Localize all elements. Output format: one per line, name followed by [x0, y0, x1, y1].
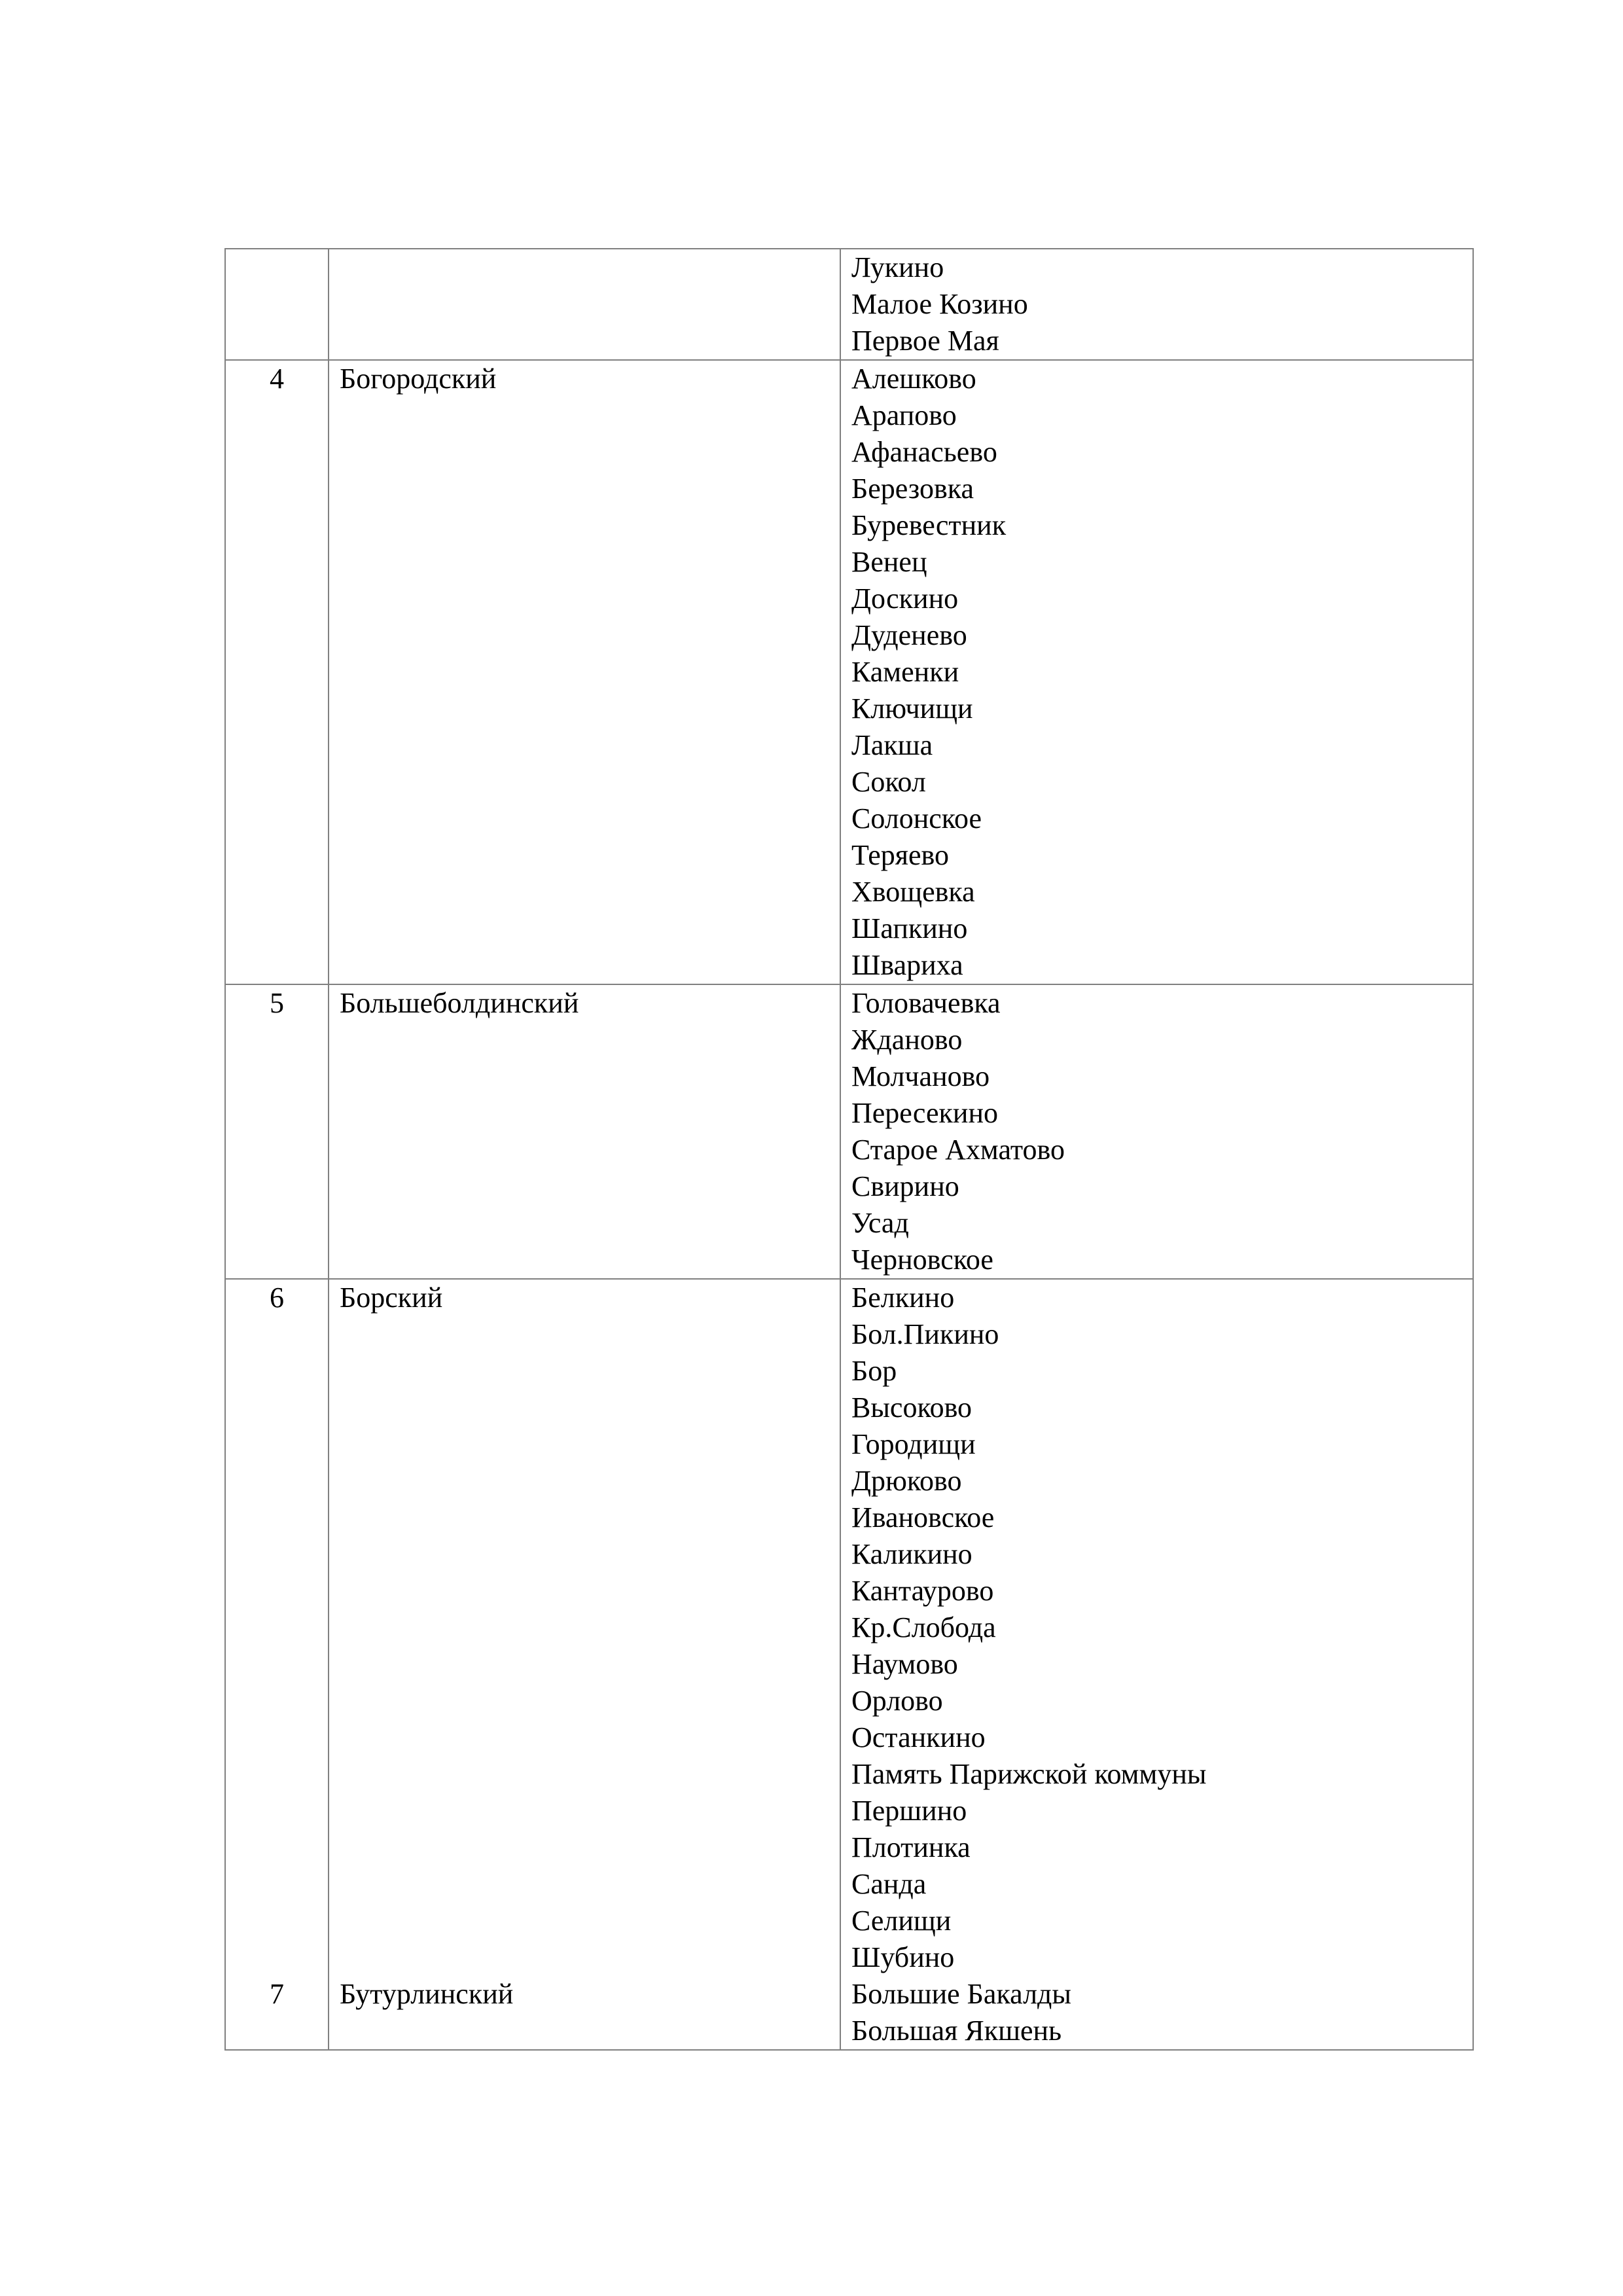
- village-name: Бол.Пикино: [851, 1318, 999, 1350]
- village-name: Венец: [851, 546, 927, 578]
- village-name: Белкино: [851, 1282, 955, 1314]
- village-name: Жданово: [851, 1024, 963, 1056]
- village-name: Алешково: [851, 363, 976, 395]
- village-name: Хвощевка: [851, 876, 975, 908]
- table-row: [225, 1279, 1473, 2050]
- row-number-text: 7: [270, 1978, 284, 2010]
- district-name: [329, 984, 840, 1279]
- village-name: Старое Ахматово: [851, 1134, 1065, 1166]
- row-number-text: 6: [270, 1282, 284, 1314]
- village-name: Лакша: [851, 729, 933, 761]
- village-name: Буревестник: [851, 509, 1007, 541]
- village-name: Большая Якшень: [851, 2015, 1062, 2047]
- village-name: Черновское: [851, 1244, 993, 1276]
- village-name: Афанасьево: [851, 436, 997, 468]
- village-name: Дрюково: [851, 1465, 962, 1497]
- village-name: Свирино: [851, 1170, 959, 1202]
- district-name-text: Борский: [340, 1282, 443, 1314]
- village-name: Каликино: [851, 1538, 972, 1570]
- village-name: Орлово: [851, 1685, 943, 1717]
- village-list: [840, 984, 1473, 1279]
- village-name: Арапово: [851, 399, 957, 431]
- village-name: Теряево: [851, 839, 949, 871]
- district-name: [329, 1279, 840, 2050]
- row-number: [225, 984, 329, 1279]
- table-row: [225, 984, 1473, 1279]
- village-name: Шубино: [851, 1941, 955, 1973]
- village-name: Плотинка: [851, 1831, 971, 1863]
- table-row: [225, 249, 1473, 360]
- village-name: Останкино: [851, 1721, 986, 1753]
- village-name: Пересекино: [851, 1097, 998, 1129]
- village-list: [840, 249, 1473, 360]
- village-name: Швариха: [851, 949, 963, 981]
- village-name: Селищи: [851, 1905, 952, 1937]
- district-name: [329, 249, 840, 360]
- village-name: Солонское: [851, 802, 982, 834]
- village-name: Березовка: [851, 473, 974, 505]
- village-name: Усад: [851, 1207, 909, 1239]
- village-name: Головачевка: [851, 987, 1001, 1019]
- village-name: Першино: [851, 1795, 967, 1827]
- village-list: [840, 360, 1473, 984]
- village-name: Высоково: [851, 1391, 972, 1424]
- row-number: [225, 360, 329, 984]
- village-name: Шапкино: [851, 912, 968, 944]
- village-name: Память Парижской коммуны: [851, 1758, 1207, 1790]
- village-name: Лукино: [851, 251, 944, 283]
- district-name-text: Богородский: [340, 363, 497, 395]
- village-name: Доскино: [851, 583, 959, 615]
- village-name: Дуденево: [851, 619, 967, 651]
- village-name: Ключищи: [851, 692, 973, 725]
- village-name: Бор: [851, 1355, 897, 1387]
- settlements-table: [224, 248, 1474, 2051]
- district-name-text: Большеболдинский: [340, 987, 579, 1019]
- village-name: Кр.Слобода: [851, 1611, 996, 1643]
- village-name: Ивановское: [851, 1501, 995, 1534]
- row-number: [225, 249, 329, 360]
- village-name: Кантаурово: [851, 1575, 994, 1607]
- village-name: Каменки: [851, 656, 959, 688]
- district-name-text: Бутурлинский: [340, 1978, 514, 2010]
- village-list: [840, 1279, 1473, 2050]
- village-name: Санда: [851, 1868, 927, 1900]
- village-name: Наумово: [851, 1648, 958, 1680]
- village-name: Большие Бакалды: [851, 1978, 1071, 2010]
- table-row: [225, 360, 1473, 984]
- village-name: Малое Козино: [851, 288, 1028, 320]
- village-name: Городищи: [851, 1428, 976, 1460]
- row-number: [225, 1279, 329, 2050]
- row-number-text: 4: [270, 363, 284, 395]
- district-name: [329, 360, 840, 984]
- row-number-text: 5: [270, 987, 284, 1019]
- village-name: Сокол: [851, 766, 926, 798]
- village-name: Первое Мая: [851, 325, 999, 357]
- village-name: Молчаново: [851, 1060, 990, 1092]
